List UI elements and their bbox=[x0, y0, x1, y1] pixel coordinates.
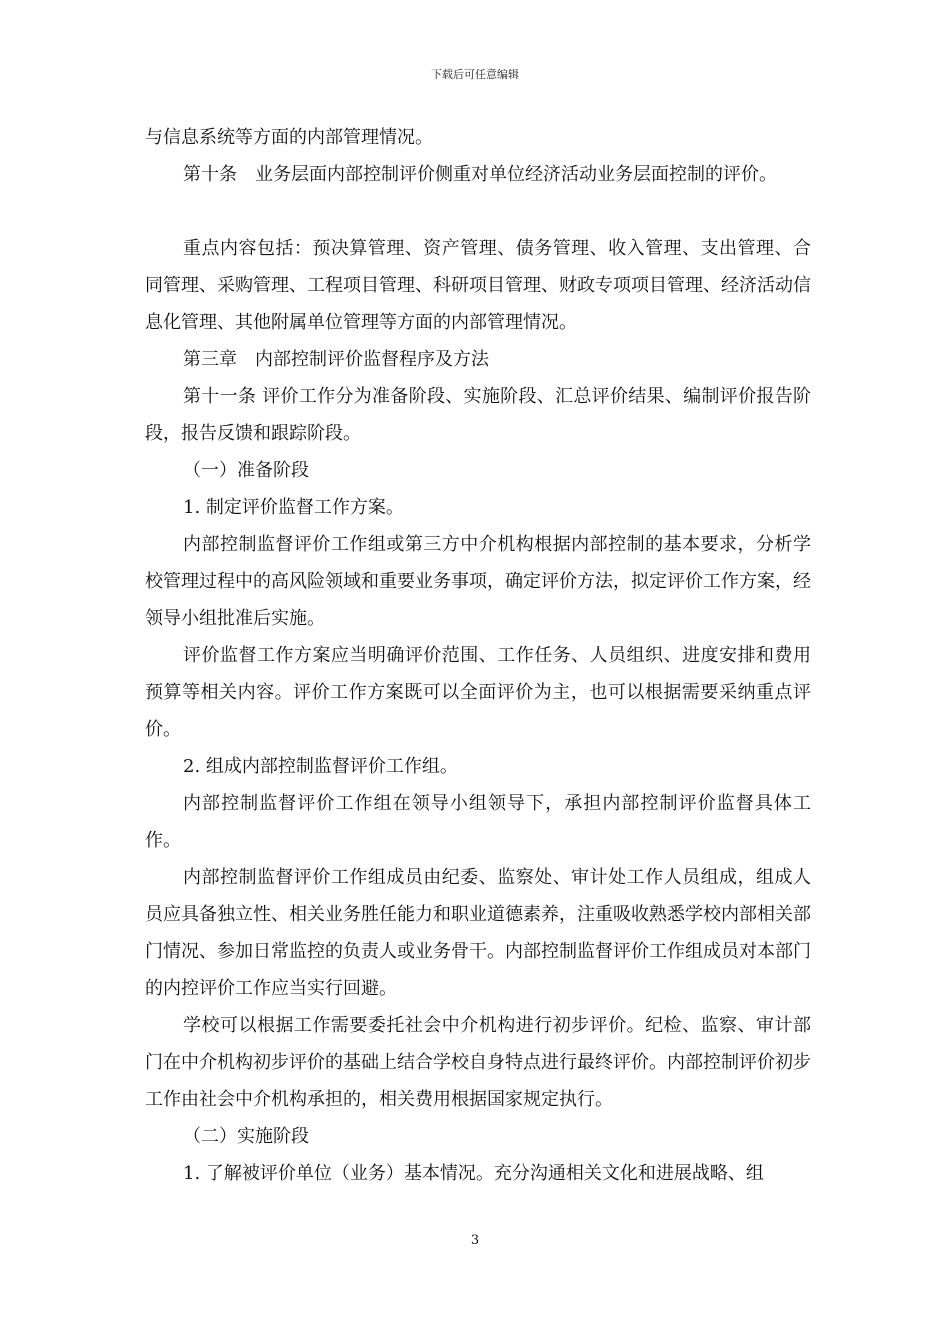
document-body bbox=[145, 119, 811, 1192]
paragraph: 与信息系统等方面的内部管理情况。 bbox=[145, 127, 433, 148]
paragraph: 内部控制监督评价工作组在领导小组领导下，承担内部控制评价监督具体工作。 bbox=[145, 793, 811, 851]
article-10: 第十条 业务层面内部控制评价侧重对单位经济活动业务层面控制的评价。 bbox=[183, 164, 777, 185]
page-header: 下载后可任意编辑 bbox=[431, 68, 519, 81]
blank-line bbox=[145, 193, 811, 230]
chapter-heading: 第三章 内部控制评价监督程序及方法 bbox=[183, 349, 489, 370]
paragraph: 内部控制监督评价工作组或第三方中介机构根据内部控制的基本要求，分析学校管理过程中的高风险领域和重要业务事项，确定评价方法，拟定评价工作方案，经领导小组批准后实施。 bbox=[145, 534, 811, 629]
section-heading: （一）准备阶段 bbox=[183, 460, 309, 481]
paragraph: 重点内容包括：预决算管理、资产管理、债务管理、收入管理、支出管理、合同管理、采购管理、工程项目管理、科研项目管理、财政专项项目管理、经济活动信息化管理、其他附属单位管理等方面的内部管理情况。 bbox=[145, 238, 811, 333]
paragraph: 评价监督工作方案应当明确评价范围、工作任务、人员组织、进度安排和费用预算等相关内容。评价工作方案既可以全面评价为主，也可以根据需要采纳重点评价。 bbox=[145, 645, 811, 740]
list-item: 1. 制定评价监督工作方案。 bbox=[183, 497, 404, 518]
page-number: 3 bbox=[470, 1233, 480, 1248]
paragraph: 内部控制监督评价工作组成员由纪委、监察处、审计处工作人员组成，组成人员应具备独立性、相关业务胜任能力和职业道德素养，注重吸收熟悉学校内部相关部门情况、参加日常监控的负责人或业务骨干。内部控制监督评价工作组成员对本部门的内控评价工作应当实行回避。 bbox=[145, 867, 811, 999]
list-item: 2. 组成内部控制监督评价工作组。 bbox=[183, 756, 458, 777]
article-11: 第十一条 评价工作分为准备阶段、实施阶段、汇总评价结果、编制评价报告阶段，报告反馈和跟踪阶段。 bbox=[145, 386, 811, 444]
section-heading: （二）实施阶段 bbox=[183, 1126, 309, 1147]
list-item: 1. 了解被评价单位（业务）基本情况。充分沟通相关文化和进展战略、组 bbox=[183, 1163, 764, 1184]
paragraph: 学校可以根据工作需要委托社会中介机构进行初步评价。纪检、监察、审计部门在中介机构初步评价的基础上结合学校自身特点进行最终评价。内部控制评价初步工作由社会中介机构承担的，相关费用根据国家规定执行。 bbox=[145, 1015, 811, 1110]
